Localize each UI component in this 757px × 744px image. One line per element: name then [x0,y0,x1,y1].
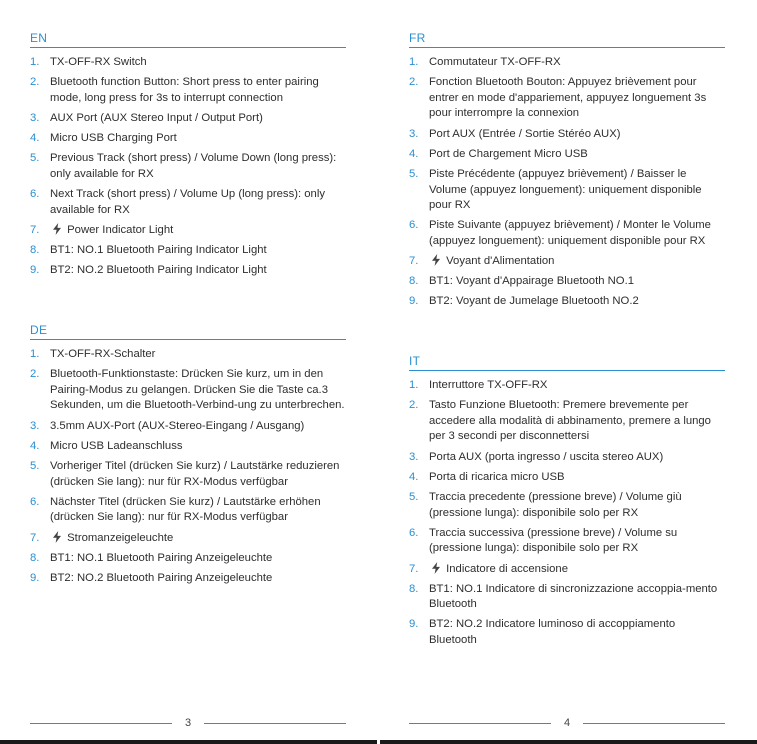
list-item [30,551,346,567]
item-number: 3. [409,127,419,140]
list-item [409,470,725,486]
item-number: 4. [409,147,419,160]
item-number: 8. [409,275,419,288]
item-number: 7. [30,531,40,544]
list-item [409,562,725,578]
item-number: 3. [30,111,40,124]
item-text: BT2: NO.2 Bluetooth Pairing Indicator Light [50,264,267,277]
item-number: 5. [409,490,419,503]
section-heading: DE [30,322,346,340]
item-text: Micro USB Charging Port [50,132,177,145]
item-text: BT2: Voyant de Jumelage Bluetooth NO.2 [429,295,639,308]
list-item [409,450,725,466]
list-item [409,582,725,613]
list-item [30,495,346,526]
page-number: 4 [563,717,571,729]
page-number: 3 [184,717,192,729]
manual-page-left [0,0,378,744]
list-item [409,294,725,310]
item-number: 5. [30,152,40,165]
item-text: BT1: NO.1 Bluetooth Pairing Indicator Light [50,244,267,257]
item-text: Vorheriger Titel (drücken Sie kurz) / Lautstärke reduzieren (drücken Sie lang): nur für RX-Modus verfügbar [50,459,340,488]
item-text: Traccia successiva (pressione breve) / Volume su (pressione lunga): disponibile solo per RX [429,526,678,555]
list-item [409,75,725,122]
item-number: 8. [30,551,40,564]
item-text: Bluetooth-Funktionstaste: Drücken Sie kurz, um in den Pairing-Modus zu gelangen. Drücken Sie die Taste ca.3 Sekunden, um die Bluetooth-Verbind-ung zu unterbrechen. [50,368,345,412]
item-number: 2. [30,368,40,381]
section-en [30,30,346,283]
item-text: Interruttore TX-OFF-RX [429,379,548,391]
list-item [30,55,346,71]
item-number: 7. [409,255,419,268]
item-number: 7. [30,223,40,236]
list-item [409,617,725,648]
item-number: 3. [409,450,419,463]
item-text: Piste Précédente (appuyez brièvement) / Baisser le Volume (appuyez longuement): uniquement disponible pour RX [429,167,702,212]
item-number: 4. [30,439,40,452]
item-number: 6. [30,188,40,201]
list-item [30,347,346,363]
item-number: 9. [30,264,40,277]
item-text: Tasto Funzione Bluetooth: Premere brevemente per accedere alla modalità di abbinamento, premere a lungo per 3 secondi per disconnettersi [429,399,711,443]
list-item [409,526,725,557]
section-de [30,322,346,591]
item-text: BT2: NO.2 Indicatore luminoso di accoppiamento Bluetooth [429,618,676,647]
list-item [30,367,346,414]
lightning-bolt-icon [431,562,441,574]
feature-list [30,55,346,279]
section-heading: EN [30,30,346,48]
list-item [30,419,346,435]
list-item [409,167,725,214]
item-number: 2. [409,399,419,412]
item-number: 6. [409,526,419,539]
item-text: TX-OFF-RX Switch [50,56,147,68]
item-number: 1. [409,56,419,68]
footer-rule [583,723,725,724]
list-item [409,378,725,394]
item-number: 5. [30,459,40,472]
item-text: Power Indicator Light [67,223,174,236]
list-item [30,75,346,106]
lightning-bolt-icon [52,223,62,235]
section-heading: IT [409,353,725,371]
list-item [409,274,725,290]
section-heading: FR [409,30,725,48]
list-item [30,111,346,127]
item-text: BT1: NO.1 Bluetooth Pairing Anzeigeleuchte [50,551,273,564]
item-text: Indicatore di accensione [446,562,568,575]
item-number: 9. [409,295,419,308]
item-number: 1. [409,379,419,391]
item-number: 1. [30,56,40,68]
item-text: Port de Chargement Micro USB [429,147,588,160]
list-item [409,254,725,270]
item-text: Next Track (short press) / Volume Up (long press): only available for RX [50,188,325,216]
item-text: Voyant d'Alimentation [446,255,555,268]
item-number: 2. [409,76,419,89]
list-item [30,531,346,547]
list-item [409,147,725,163]
list-item [409,490,725,521]
item-text: AUX Port (AUX Stereo Input / Output Port) [50,111,263,124]
page-footer [409,715,725,731]
item-number: 7. [409,562,419,575]
list-item [30,151,346,182]
item-text: Commutateur TX-OFF-RX [429,56,561,68]
list-item [409,55,725,71]
item-number: 4. [30,132,40,145]
footer-rule [204,723,346,724]
feature-list [409,378,725,649]
item-text: Stromanzeigeleuchte [67,531,174,544]
list-item [30,187,346,218]
item-text: Bluetooth function Button: Short press to enter pairing mode, long press for 3s to interrupt connection [50,76,319,104]
item-text: 3.5mm AUX-Port (AUX-Stereo-Eingang / Ausgang) [50,419,305,432]
list-item [30,263,346,279]
list-item [30,439,346,455]
item-text: Micro USB Ladeanschluss [50,439,183,452]
page-footer [30,715,346,731]
list-item [409,218,725,249]
item-text: Traccia precedente (pressione breve) / Volume giù (pressione lunga): disponibile solo per RX [429,490,682,519]
feature-list [409,55,725,310]
feature-list [30,347,346,586]
manual-page-right [379,0,757,744]
lightning-bolt-icon [431,254,441,266]
item-text: Porta AUX (porta ingresso / uscita stereo AUX) [429,450,664,463]
item-number: 6. [30,495,40,508]
item-number: 8. [30,244,40,257]
section-it [409,353,725,653]
item-number: 2. [30,76,40,89]
item-number: 1. [30,348,40,360]
section-fr [409,30,725,315]
item-text: Port AUX (Entrée / Sortie Stéréo AUX) [429,127,621,140]
item-number: 9. [409,618,419,631]
page-edge-gap [377,740,380,744]
list-item [30,459,346,490]
list-item [30,243,346,259]
item-number: 5. [409,167,419,180]
list-item [409,127,725,143]
item-text: BT2: NO.2 Bluetooth Pairing Anzeigeleuchte [50,571,273,584]
item-text: Fonction Bluetooth Bouton: Appuyez brièvement pour entrer en mode d'appariement, appuyez longuement 3s pour interrompre la connexion [429,76,707,120]
lightning-bolt-icon [52,531,62,543]
item-text: Porta di ricarica micro USB [429,470,565,483]
item-number: 9. [30,571,40,584]
item-text: Previous Track (short press) / Volume Down (long press): only available for RX [50,152,337,180]
item-text: Piste Suivante (appuyez brièvement) / Monter le Volume (appuyez longuement): uniquement disponible pour RX [429,219,711,247]
item-number: 8. [409,582,419,595]
list-item [30,131,346,147]
item-number: 3. [30,419,40,432]
item-text: TX-OFF-RX-Schalter [50,348,156,360]
list-item [409,398,725,445]
list-item [30,571,346,587]
item-number: 6. [409,219,419,232]
item-text: BT1: NO.1 Indicatore di sincronizzazione accoppia-mento Bluetooth [429,582,718,611]
item-text: BT1: Voyant d'Appairage Bluetooth NO.1 [429,275,635,288]
item-text: Nächster Titel (drücken Sie kurz) / Lautstärke erhöhen (drücken Sie lang): nur für RX-Modus verfügbar [50,495,321,524]
list-item [30,223,346,239]
item-number: 4. [409,470,419,483]
